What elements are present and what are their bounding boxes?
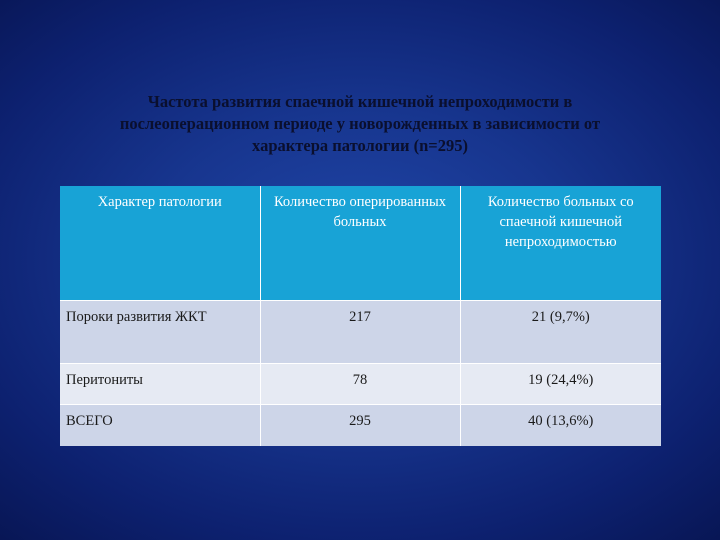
row-label: Перитониты bbox=[60, 363, 260, 404]
slide-title-line-3: характера патологии (n=295) bbox=[252, 136, 468, 155]
obstruction-count-cell: 21 (9,7%) bbox=[460, 300, 661, 363]
slide-title-line-2: послеоперационном периоде у новорожденных в зависимости от bbox=[119, 114, 601, 133]
table-row bbox=[60, 300, 661, 363]
table-row bbox=[60, 363, 661, 404]
header-operated-count: Количество оперированных больных bbox=[260, 186, 460, 300]
data-table bbox=[60, 186, 661, 446]
obstruction-count-cell: 40 (13,6%) bbox=[460, 404, 661, 446]
slide-title bbox=[30, 91, 690, 157]
operated-count-cell: 295 bbox=[260, 404, 460, 446]
table-header-row bbox=[60, 186, 661, 300]
header-pathology-type: Характер патологии bbox=[60, 186, 260, 300]
operated-count-cell: 78 bbox=[260, 363, 460, 404]
table-row-total bbox=[60, 404, 661, 446]
row-label: Пороки развития ЖКТ bbox=[60, 300, 260, 363]
header-obstruction-count: Количество больных со спаечной кишечной непроходимостью bbox=[460, 186, 661, 300]
operated-count-cell: 217 bbox=[260, 300, 460, 363]
slide-title-line-1: Частота развития спаечной кишечной непроходимости в bbox=[147, 92, 573, 111]
row-label: ВСЕГО bbox=[60, 404, 260, 446]
obstruction-count-cell: 19 (24,4%) bbox=[460, 363, 661, 404]
